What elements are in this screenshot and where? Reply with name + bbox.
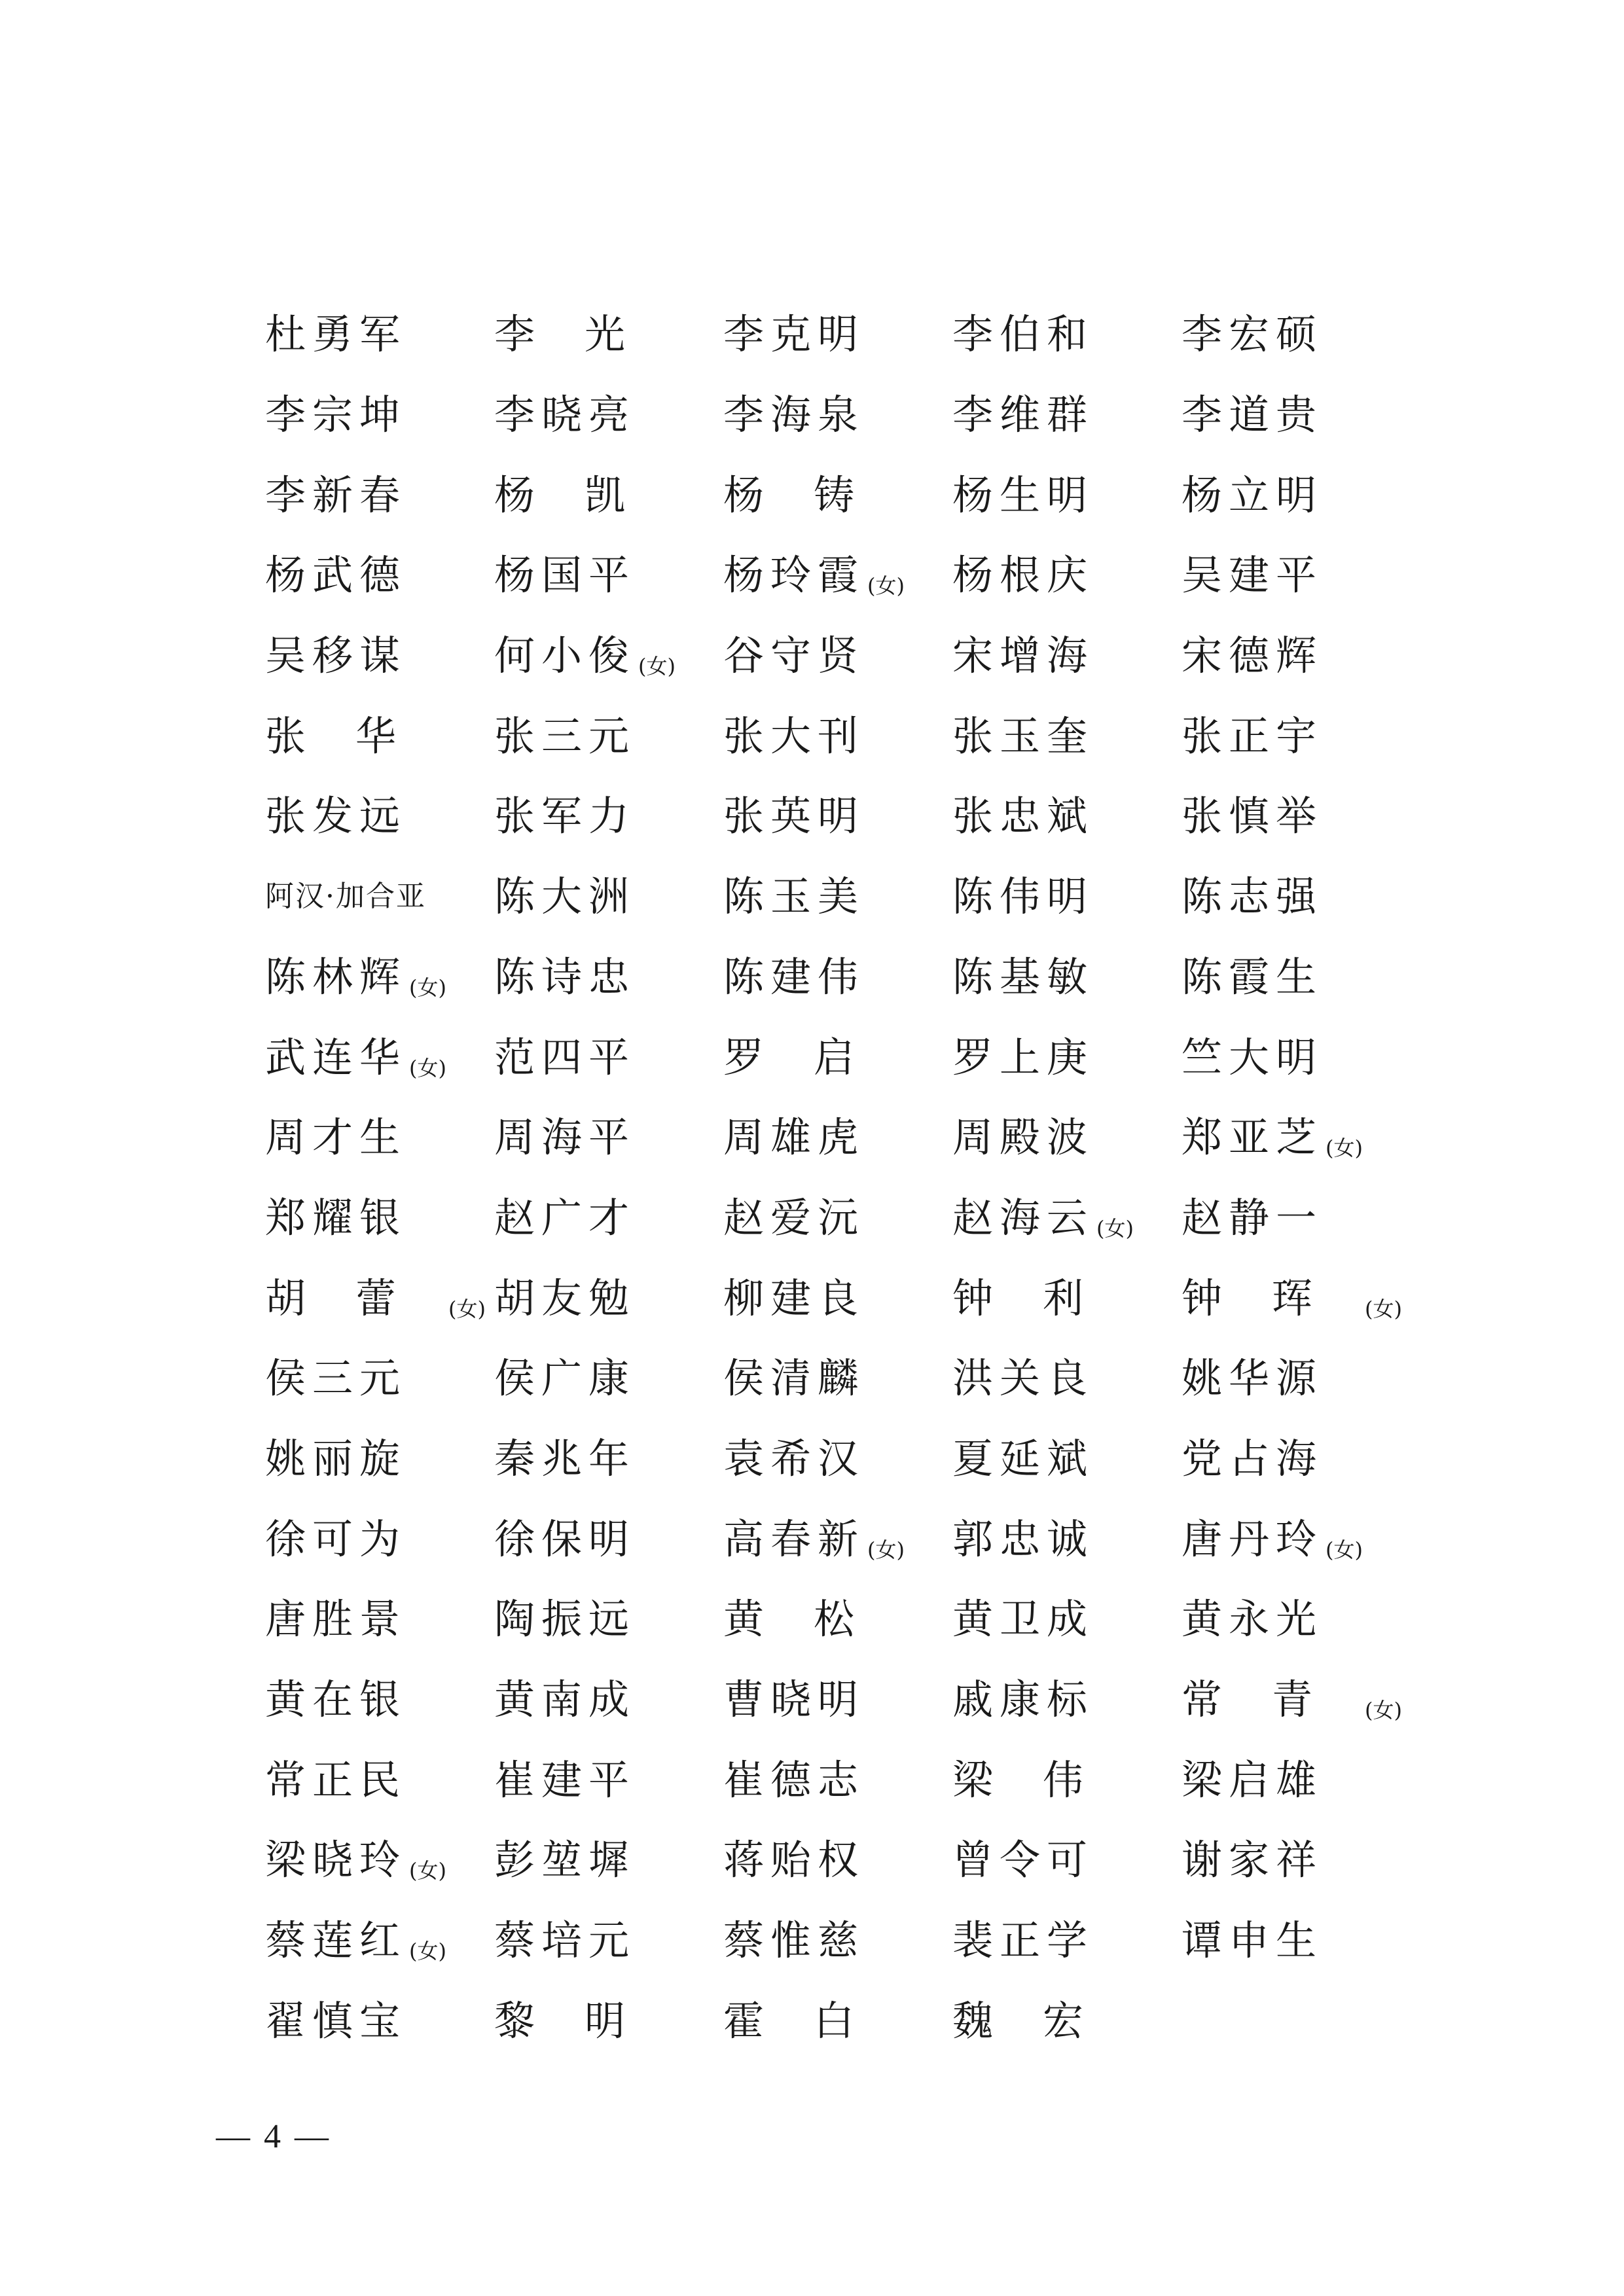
name-row [265, 1178, 1411, 1259]
person-name: 周殿波 [952, 1113, 1094, 1162]
name-row [265, 1579, 1411, 1660]
name-entry [723, 952, 952, 1001]
name-entry [1182, 792, 1411, 840]
person-name: 李新春 [265, 471, 407, 519]
name-entry [1182, 952, 1411, 1001]
person-name: 徐保明 [494, 1515, 636, 1563]
name-entry [265, 632, 494, 680]
name-entry [265, 391, 494, 439]
person-name: 蒋贻权 [723, 1836, 865, 1884]
name-entry [265, 1996, 494, 2045]
name-entry [952, 1916, 1182, 1965]
name-entry [1182, 1595, 1411, 1643]
female-marker: (女) [1365, 1698, 1402, 1723]
female-marker: (女) [1326, 1136, 1363, 1161]
name-entry [265, 1354, 494, 1403]
name-entry [1182, 1676, 1411, 1724]
female-marker: (女) [409, 975, 446, 1000]
name-entry [723, 551, 952, 600]
female-marker: (女) [409, 1055, 446, 1081]
person-name: 袁希汉 [723, 1434, 865, 1482]
person-name: 蔡莲红 [265, 1916, 407, 1965]
person-name: 陶振远 [494, 1595, 636, 1643]
person-name: 李维群 [952, 391, 1094, 439]
name-entry [265, 1595, 494, 1643]
person-name: 徐可为 [265, 1515, 407, 1563]
name-entry [723, 1033, 952, 1081]
name-row [265, 1901, 1411, 1981]
person-name: 张军力 [494, 792, 636, 840]
name-entry [265, 1274, 494, 1322]
name-entry [494, 711, 723, 760]
person-name: 高春新 [723, 1515, 865, 1563]
name-entry [723, 1676, 952, 1724]
person-name: 周海平 [494, 1113, 636, 1162]
person-name: 崔建平 [494, 1755, 636, 1804]
female-marker: (女) [1096, 1215, 1134, 1241]
person-name: 谭申生 [1182, 1916, 1324, 1965]
name-entry [494, 551, 723, 600]
name-entry [265, 471, 494, 519]
person-name: 霍白 [723, 1996, 905, 2045]
name-entry [265, 1755, 494, 1804]
person-name: 杨国平 [494, 551, 636, 600]
name-entry [494, 310, 723, 359]
name-entry [952, 1996, 1182, 2045]
person-name: 陈霞生 [1182, 952, 1324, 1001]
person-name: 侯清麟 [723, 1354, 865, 1403]
name-row [265, 1258, 1411, 1338]
person-name: 杨武德 [265, 551, 407, 600]
person-name: 唐胜景 [265, 1595, 407, 1643]
female-marker: (女) [409, 1939, 446, 1964]
person-name: 张玉奎 [952, 711, 1094, 760]
name-entry [1182, 711, 1411, 760]
name-row [265, 1338, 1411, 1419]
female-marker: (女) [1326, 1537, 1363, 1562]
person-name: 魏宏 [952, 1996, 1134, 2045]
person-name: 何小俊 [494, 632, 636, 680]
person-name: 张英明 [723, 792, 865, 840]
name-entry [1182, 310, 1411, 359]
person-name: 杨玲霞 [723, 551, 865, 600]
person-name: 武连华 [265, 1033, 407, 1081]
person-name: 陈基敏 [952, 952, 1094, 1001]
person-name: 常青 [1182, 1676, 1363, 1724]
name-entry [723, 1755, 952, 1804]
name-row [265, 776, 1411, 857]
person-name: 崔德志 [723, 1755, 865, 1804]
person-name: 宋增海 [952, 632, 1094, 680]
person-name: 侯广康 [494, 1354, 636, 1403]
person-name: 蔡惟慈 [723, 1916, 865, 1965]
name-entry [1182, 551, 1411, 600]
name-entry [952, 872, 1182, 921]
name-row [265, 1098, 1411, 1178]
female-marker: (女) [409, 1858, 446, 1884]
name-entry [1182, 1033, 1411, 1081]
name-entry [265, 952, 494, 1001]
person-name: 陈玉美 [723, 872, 865, 921]
name-entry [494, 872, 723, 921]
person-name: 裴正学 [952, 1916, 1094, 1965]
name-entry [952, 952, 1182, 1001]
name-entry [265, 792, 494, 840]
name-entry [1182, 1916, 1411, 1965]
name-entry [265, 711, 494, 760]
name-entry [723, 1996, 952, 2045]
name-entry [723, 792, 952, 840]
name-entry [265, 310, 494, 359]
person-name: 陈林辉 [265, 952, 407, 1001]
name-entry [723, 1434, 952, 1482]
person-name: 侯三元 [265, 1354, 407, 1403]
person-name: 张慎举 [1182, 792, 1324, 840]
name-entry [494, 632, 723, 680]
name-entry [1182, 391, 1411, 439]
person-name: 夏延斌 [952, 1434, 1094, 1482]
person-name: 胡蕾 [265, 1274, 446, 1322]
name-entry [494, 1515, 723, 1563]
name-entry [952, 1113, 1182, 1162]
person-name: 蔡培元 [494, 1916, 636, 1965]
name-entry [723, 471, 952, 519]
name-row [265, 1017, 1411, 1098]
name-entry [494, 391, 723, 439]
name-entry [1182, 1193, 1411, 1242]
name-entry [265, 1434, 494, 1482]
person-name: 吴建平 [1182, 551, 1324, 600]
name-entry [494, 792, 723, 840]
person-name: 唐丹玲 [1182, 1515, 1324, 1563]
name-entry [1182, 471, 1411, 519]
name-entry [1182, 1836, 1411, 1884]
person-name: 胡友勉 [494, 1274, 636, 1322]
person-name: 郑耀银 [265, 1193, 407, 1242]
person-name: 秦兆年 [494, 1434, 636, 1482]
name-entry [494, 1033, 723, 1081]
name-entry [265, 880, 494, 914]
person-name: 钟利 [952, 1274, 1134, 1322]
person-name: 杨根庆 [952, 551, 1094, 600]
name-entry [952, 792, 1182, 840]
name-entry [494, 1676, 723, 1724]
person-name: 杨凯 [494, 471, 676, 519]
person-name: 李宗坤 [265, 391, 407, 439]
person-name: 姚华源 [1182, 1354, 1324, 1403]
name-list-grid [265, 295, 1411, 2061]
person-name: 李晓亮 [494, 391, 636, 439]
page-number: — 4 — [216, 2118, 331, 2155]
person-name: 杨立明 [1182, 471, 1324, 519]
name-entry [1182, 1113, 1411, 1162]
person-name: 杨生明 [952, 471, 1094, 519]
person-name: 杜勇军 [265, 310, 407, 359]
person-name: 黄松 [723, 1595, 905, 1643]
name-row [265, 696, 1411, 776]
person-name: 赵爱沅 [723, 1193, 865, 1242]
name-entry [723, 1354, 952, 1403]
person-name: 陈伟明 [952, 872, 1094, 921]
female-marker: (女) [867, 573, 905, 599]
person-name: 张正宇 [1182, 711, 1324, 760]
person-name: 张三元 [494, 711, 636, 760]
name-entry [952, 391, 1182, 439]
name-row [265, 616, 1411, 696]
person-name: 黎明 [494, 1996, 676, 2045]
name-entry [952, 1354, 1182, 1403]
person-name: 赵静一 [1182, 1193, 1324, 1242]
person-name: 黄在银 [265, 1676, 407, 1724]
person-name: 李宏硕 [1182, 310, 1324, 359]
person-name: 翟慎宝 [265, 1996, 407, 2045]
name-entry [723, 1274, 952, 1322]
person-name: 党占海 [1182, 1434, 1324, 1482]
name-entry [494, 1595, 723, 1643]
name-entry [494, 1996, 723, 2045]
person-name: 谢家祥 [1182, 1836, 1324, 1884]
name-entry [265, 1836, 494, 1884]
name-row [265, 1660, 1411, 1740]
person-name: 周才生 [265, 1113, 407, 1162]
name-entry [265, 1113, 494, 1162]
name-entry [952, 1836, 1182, 1884]
name-row [265, 937, 1411, 1018]
person-name: 梁晓玲 [265, 1836, 407, 1884]
person-name: 谷守贤 [723, 632, 865, 680]
person-name: 梁伟 [952, 1755, 1134, 1804]
person-name: 杨铸 [723, 471, 905, 519]
name-entry [952, 1755, 1182, 1804]
person-name: 罗启 [723, 1033, 905, 1081]
person-name: 黄南成 [494, 1676, 636, 1724]
female-marker: (女) [867, 1537, 905, 1562]
name-entry [952, 1515, 1182, 1563]
person-name: 李伯和 [952, 310, 1094, 359]
name-entry [1182, 632, 1411, 680]
name-row [265, 1499, 1411, 1579]
person-name: 张华 [265, 711, 446, 760]
name-row [265, 1740, 1411, 1820]
name-entry [1182, 1434, 1411, 1482]
name-row [265, 535, 1411, 616]
name-entry [494, 1193, 723, 1242]
name-entry [952, 551, 1182, 600]
name-entry [723, 632, 952, 680]
name-row [265, 295, 1411, 375]
person-name: 李克明 [723, 310, 865, 359]
name-row [265, 1820, 1411, 1901]
name-entry [265, 1916, 494, 1965]
name-entry [494, 1113, 723, 1162]
person-name: 陈建伟 [723, 952, 865, 1001]
person-name: 梁启雄 [1182, 1755, 1324, 1804]
name-entry [723, 1916, 952, 1965]
name-entry [1182, 1515, 1411, 1563]
person-name: 陈志强 [1182, 872, 1324, 921]
name-entry [952, 632, 1182, 680]
person-name: 曹晓明 [723, 1676, 865, 1724]
name-entry [1182, 1274, 1411, 1322]
person-name: 常正民 [265, 1755, 407, 1804]
name-entry [723, 1515, 952, 1563]
person-name: 姚丽旋 [265, 1434, 407, 1482]
name-entry [723, 310, 952, 359]
person-name: 黄卫成 [952, 1595, 1094, 1643]
name-row [265, 1419, 1411, 1499]
name-entry [494, 952, 723, 1001]
person-name: 李道贵 [1182, 391, 1324, 439]
name-entry [952, 711, 1182, 760]
person-name: 柳建良 [723, 1274, 865, 1322]
name-entry [494, 1354, 723, 1403]
person-name: 陈大洲 [494, 872, 636, 921]
female-marker: (女) [1365, 1296, 1402, 1321]
name-row [265, 1981, 1411, 2061]
person-name: 罗上庚 [952, 1033, 1094, 1081]
name-row [265, 857, 1411, 937]
name-entry [1182, 1354, 1411, 1403]
name-entry [723, 1595, 952, 1643]
person-name: 宋德辉 [1182, 632, 1324, 680]
name-entry [265, 551, 494, 600]
name-entry [952, 1193, 1182, 1242]
person-name: 竺大明 [1182, 1033, 1324, 1081]
person-name: 郭忠诚 [952, 1515, 1094, 1563]
person-name: 彭堃墀 [494, 1836, 636, 1884]
female-marker: (女) [638, 654, 676, 679]
name-entry [265, 1033, 494, 1081]
name-entry [1182, 872, 1411, 921]
person-name: 赵海云 [952, 1193, 1094, 1242]
name-entry [494, 1916, 723, 1965]
person-name: 曾令可 [952, 1836, 1094, 1884]
name-entry [723, 1193, 952, 1242]
person-name: 郑亚芝 [1182, 1113, 1324, 1162]
person-name: 吴移谋 [265, 632, 407, 680]
person-name: 周雄虎 [723, 1113, 865, 1162]
name-entry [494, 1755, 723, 1804]
person-name: 赵广才 [494, 1193, 636, 1242]
name-entry [494, 1836, 723, 1884]
name-entry [952, 1595, 1182, 1643]
name-entry [723, 1836, 952, 1884]
person-name: 范四平 [494, 1033, 636, 1081]
female-marker: (女) [448, 1296, 486, 1321]
name-entry [723, 1113, 952, 1162]
person-name: 钟珲 [1182, 1274, 1363, 1322]
name-entry [952, 471, 1182, 519]
person-name: 张大刊 [723, 711, 865, 760]
name-entry [494, 471, 723, 519]
name-entry [1182, 1755, 1411, 1804]
name-row [265, 375, 1411, 456]
name-entry [952, 1033, 1182, 1081]
name-entry [723, 391, 952, 439]
person-name: 张忠斌 [952, 792, 1094, 840]
name-entry [952, 1434, 1182, 1482]
name-entry [723, 711, 952, 760]
name-entry [494, 1434, 723, 1482]
name-entry [952, 1676, 1182, 1724]
person-name: 李光 [494, 310, 676, 359]
name-row [265, 455, 1411, 535]
person-name: 张发远 [265, 792, 407, 840]
person-name: 阿汉·加合亚 [265, 880, 426, 914]
name-entry [265, 1193, 494, 1242]
name-entry [265, 1676, 494, 1724]
name-entry [952, 1274, 1182, 1322]
person-name: 洪关良 [952, 1354, 1094, 1403]
name-entry [952, 310, 1182, 359]
person-name: 李海泉 [723, 391, 865, 439]
person-name: 陈诗忠 [494, 952, 636, 1001]
name-entry [723, 872, 952, 921]
person-name: 黄永光 [1182, 1595, 1324, 1643]
name-entry [494, 1274, 723, 1322]
person-name: 戚康标 [952, 1676, 1094, 1724]
name-entry [265, 1515, 494, 1563]
